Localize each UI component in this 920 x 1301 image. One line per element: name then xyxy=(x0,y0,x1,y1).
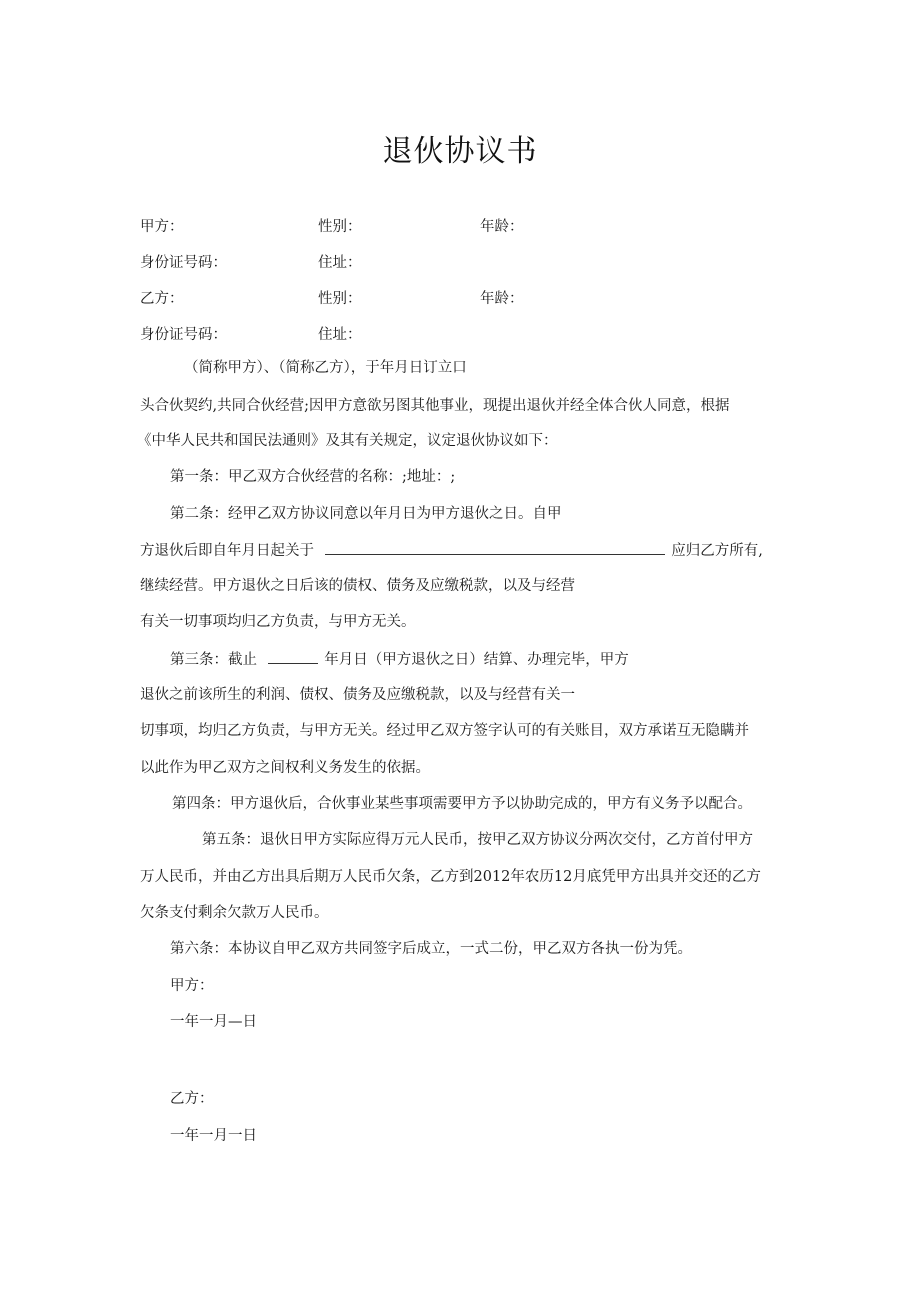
article-5-line-1: 第五条：退伙日甲方实际应得万元人民币，按甲乙双方协议分两次交付，乙方首付甲方 xyxy=(202,832,753,848)
article-3-line-1-start: 第三条：截止 xyxy=(170,652,257,668)
signature-party-b-label: 乙方： xyxy=(170,1091,214,1107)
article-4: 第四条：甲方退伙后，合伙事业某些事项需要甲方予以协助完成的，甲方有义务予以配合。 xyxy=(172,796,752,812)
article-5-line-3: 欠条支付剩余欠款万人民币。 xyxy=(140,905,329,921)
party-a-gender-label: 性别： xyxy=(318,219,362,235)
party-a-age-label: 年龄： xyxy=(480,219,524,235)
party-a-label: 甲方： xyxy=(140,219,184,235)
article-1: 第一条：甲乙双方合伙经营的名称：;地址：; xyxy=(170,469,456,485)
intro-line-2: 头合伙契约,共同合伙经营;因甲方意欲另图其他事业，现提出退伙并经全体合伙人同意，根据 xyxy=(140,398,730,414)
article-5-line-2: 万人民币，并由乙方出具后期万人民币欠条，乙方到2012年农历12月底凭甲方出具并交还的乙方 xyxy=(140,869,761,885)
intro-line-3: 《中华人民共和国民法通则》及其有关规定，议定退伙协议如下： xyxy=(137,433,558,449)
article-2-line-2-end: 应归乙方所有, xyxy=(671,543,763,559)
party-a-address-label: 住址： xyxy=(318,255,362,271)
article-2-blank-field xyxy=(325,540,665,555)
article-3-line-2: 退伙之前该所生的利润、债权、债务及应缴税款，以及与经营有关一 xyxy=(140,687,575,703)
signature-party-b-date: 一年一月一日 xyxy=(170,1128,257,1144)
article-2-line-2 xyxy=(140,540,763,561)
article-2-line-4: 有关一切事项均归乙方负责，与甲方无关。 xyxy=(140,614,416,630)
party-b-address-label: 住址： xyxy=(318,327,362,343)
signature-party-a-label: 甲方： xyxy=(170,978,214,994)
party-b-age-label: 年龄： xyxy=(480,291,524,307)
party-b-label: 乙方： xyxy=(140,291,184,307)
article-6: 第六条：本协议自甲乙双方共同签字后成立，一式二份，甲乙双方各执一份为凭。 xyxy=(170,941,692,957)
document-title: 退伙协议书 xyxy=(382,134,538,169)
article-3-blank-field xyxy=(268,649,318,664)
article-2-line-2-start: 方退伙后即自年月日起关于 xyxy=(140,543,314,559)
article-3-line-4: 以此作为甲乙双方之间权利义务发生的依据。 xyxy=(140,760,430,776)
article-2-line-1: 第二条：经甲乙双方协议同意以年月日为甲方退伙之日。自甲 xyxy=(170,506,562,522)
party-b-id-label: 身份证号码： xyxy=(140,327,227,343)
article-3-line-1 xyxy=(170,649,629,670)
article-3-line-1-end: 年月日（甲方退伙之日）结算、办理完毕，甲方 xyxy=(324,652,629,668)
article-2-line-3: 继续经营。甲方退伙之日后该的债权、债务及应缴税款，以及与经营 xyxy=(140,578,575,594)
signature-party-a-date: 一年一月—日 xyxy=(170,1014,257,1030)
article-3-line-3: 切事项，均归乙方负责，与甲方无关。经过甲乙双方签字认可的有关账目，双方承诺互无隐瞒并 xyxy=(140,723,749,739)
intro-line-1: （简称甲方）、（简称乙方），于年月日订立口 xyxy=(184,360,467,376)
party-a-id-label: 身份证号码： xyxy=(140,255,227,271)
party-b-gender-label: 性别： xyxy=(318,291,362,307)
